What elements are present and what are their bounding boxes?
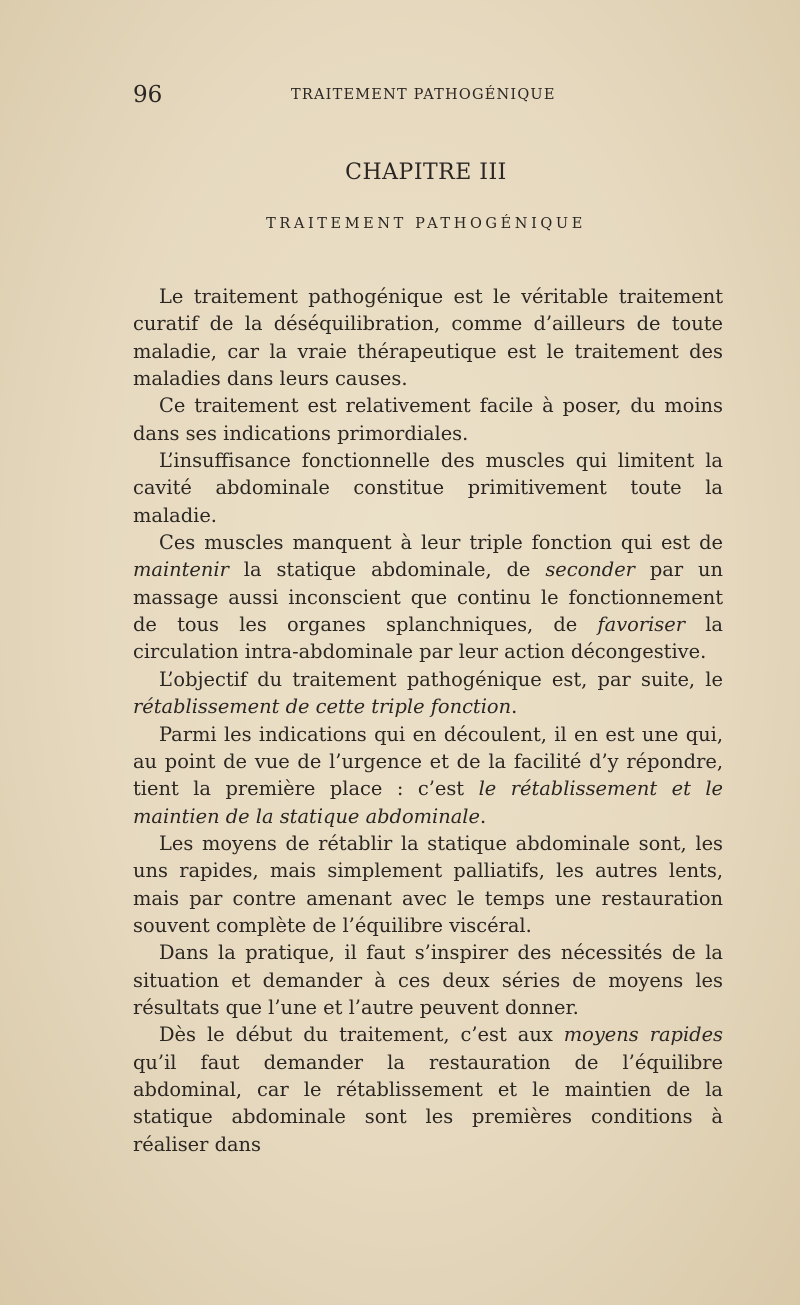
italic-run: maintenir bbox=[133, 558, 229, 582]
running-title: TRAITEMENT PATHOGÉNIQUE bbox=[291, 87, 556, 103]
paragraph: Le traitement pathogénique est le véritable traitement curatif de la déséquilibration, comme d’ailleurs de toute maladie, car la vraie thérapeutique est le traitement des maladies dans leurs causes. bbox=[133, 285, 723, 391]
italic-run: seconder bbox=[545, 558, 635, 582]
text-run: par un massage aussi inconscient que continu le fonctionnement de tous les organes splanchniques, de bbox=[133, 558, 723, 637]
paragraph: Ce traitement est relativement facile à poser, du moins dans ses indications primordiales. bbox=[133, 394, 723, 445]
paragraph bbox=[133, 666, 723, 721]
text-run: qu’il faut demander la restauration de l’équilibre abdominal, car le rétablissement et le maintien de la statique abdominale sont les premières conditions à réaliser dans bbox=[133, 1050, 723, 1156]
running-head bbox=[133, 82, 723, 112]
text-run: la statique abdominale, de bbox=[228, 558, 546, 582]
text-run: . bbox=[511, 695, 518, 719]
text-run: . bbox=[479, 804, 487, 828]
body-text bbox=[133, 283, 723, 1158]
paragraph: Dans la pratique, il faut s’inspirer des nécessités de la situation et demander à ces deux séries de moyens les résultats que l’une et l’autre peuvent donner. bbox=[133, 941, 723, 1019]
paragraph bbox=[133, 1021, 723, 1158]
text-run: Parmi les indications qui en découlent, il en est une qui, au point de vue de l’urgence et de la facilité d’y répondre, tient la première place : c’est bbox=[133, 722, 723, 801]
paragraph bbox=[133, 721, 723, 830]
chapter-heading: CHAPITRE III bbox=[345, 160, 507, 185]
italic-run: favoriser bbox=[597, 613, 686, 637]
chapter-subtitle: TRAITEMENT PATHOGÉNIQUE bbox=[266, 216, 586, 232]
paragraph: L’insuffisance fonctionnelle des muscles qui limitent la cavité abdominale constitue primitivement toute la maladie. bbox=[133, 449, 723, 527]
text-run: Ces muscles manquent à leur triple fonction qui est de bbox=[159, 531, 723, 555]
italic-run: rétablissement de cette triple fonction bbox=[133, 695, 512, 719]
text-run: la circulation intra-abdominale par leur action décongestive. bbox=[133, 613, 723, 664]
italic-run: moyens rapides bbox=[563, 1023, 723, 1047]
page-number: 96 bbox=[133, 82, 163, 108]
italic-run: le rétablissement et le maintien de la statique abdominale bbox=[133, 777, 724, 828]
paragraph bbox=[133, 529, 723, 666]
paragraph: Les moyens de rétablir la statique abdominale sont, les uns rapides, mais simplement palliatifs, les autres lents, mais par contre amenant avec le temps une restauration souvent complète de l’équilibre viscéral. bbox=[133, 831, 723, 937]
text-run: L’objectif du traitement pathogénique est, par suite, le bbox=[159, 667, 723, 691]
text-run: Dès le début du traitement, c’est aux bbox=[159, 1023, 564, 1047]
